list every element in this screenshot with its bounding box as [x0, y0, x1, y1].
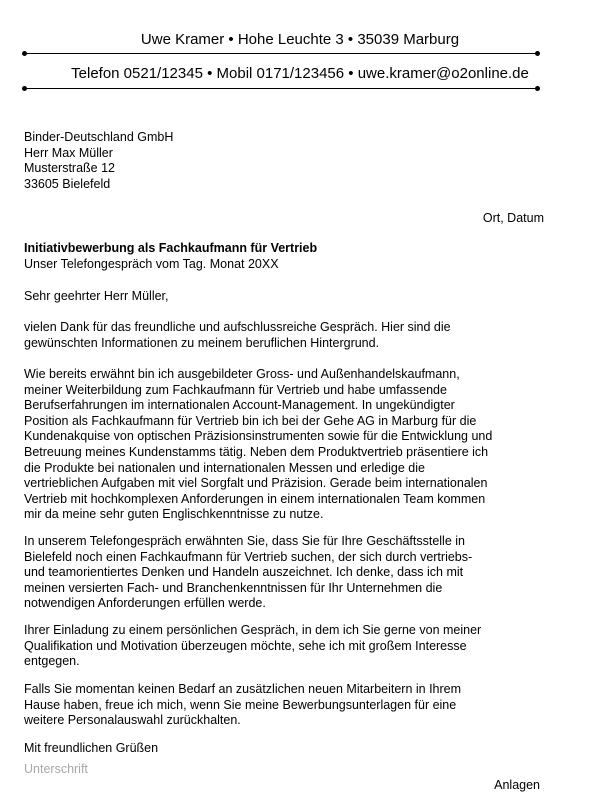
signature-placeholder: Unterschrift: [24, 762, 88, 776]
paragraph-line: Berufserfahrungen im internationalen Account-Management. In ungekündigter: [24, 398, 455, 413]
paragraph-line: gewünschten Informationen zu meinem beruflichen Hintergrund.: [24, 335, 380, 350]
header-rule-top: [24, 53, 538, 54]
subject-title: Initiativbewerbung als Fachkaufmann für Vertrieb: [24, 241, 318, 255]
recipient-person: Herr Max Müller: [24, 145, 113, 160]
recipient-city: 33605 Bielefeld: [24, 176, 111, 191]
sender-contact: Telefon 0521/12345 • Mobil 0171/123456 • uwe.kramer@o2online.de: [71, 65, 529, 82]
closing: Mit freundlichen Grüßen: [24, 741, 159, 755]
paragraph-1: [24, 320, 554, 351]
subject-reference: Unser Telefongespräch vom Tag. Monat 20XX: [24, 256, 279, 271]
paragraph-line: Ihrer Einladung zu einem persönlichen Gespräch, in dem ich Sie gerne von meiner: [24, 623, 482, 637]
paragraph-line: die Produkte bei nationalen und internationalen Messen und erledige die: [24, 460, 425, 475]
recipient-address: [24, 130, 554, 192]
paragraph-2: [24, 367, 554, 523]
paragraph-line: vertrieblichen Aufgaben mit viel Sorgfalt und Präzision. Gerade beim internationalen: [24, 476, 488, 491]
paragraph-line: weitere Personalauswahl zurückhalten.: [24, 713, 241, 728]
paragraph-line: Wie bereits erwähnt bin ich ausgebildeter Gross- und Außenhandelskaufmann,: [24, 367, 460, 381]
recipient-company: Binder-Deutschland GmbH: [24, 130, 174, 144]
paragraph-line: Position als Fachkaufmann für Vertrieb bin ich bei der Gehe AG in Marburg für die: [24, 413, 477, 428]
letter-date: Ort, Datum: [482, 211, 544, 225]
paragraph-line: Kundenakquise von optischen Präzisionsinstrumenten sowie für die Entwicklung und: [24, 429, 493, 444]
paragraph-line: Bielefeld noch einen Fachkaufmann für Vertrieb suchen, der sich durch vertriebs-: [24, 549, 473, 564]
header-rule-bottom: [24, 88, 538, 89]
paragraph-line: Vertrieb mit hochkomplexen Anforderungen in einem internationalen Team kommen: [24, 491, 486, 506]
paragraph-line: In unserem Telefongespräch erwähnten Sie, dass Sie für Ihre Geschäftsstelle in: [24, 534, 465, 548]
paragraph-line: Falls Sie momentan keinen Bedarf an zusätzlichen neuen Mitarbeitern in Ihrem: [24, 682, 462, 696]
sender-name-address: Uwe Kramer • Hohe Leuchte 3 • 35039 Marburg: [140, 31, 460, 48]
paragraph-line: mir da meine sehr guten Englischkenntnisse zu nutze.: [24, 507, 324, 522]
paragraph-line: Betreuung meines Kundenstamms tätig. Neben dem Produktvertrieb präsentiere ich: [24, 444, 489, 459]
paragraph-4: [24, 623, 554, 670]
paragraph-3: [24, 534, 554, 612]
paragraph-5: [24, 682, 554, 729]
paragraph-line: notwendigen Anforderungen erfüllen werde.: [24, 596, 266, 611]
paragraph-line: meinen versierten Fach- und Branchenkenntnissen für Ihr Unternehmen die: [24, 580, 443, 595]
paragraph-line: entgegen.: [24, 654, 80, 669]
salutation: Sehr geehrter Herr Müller,: [24, 289, 169, 303]
paragraph-line: Hause haben, freue ich mich, wenn Sie meine Bewerbungsunterlagen für eine: [24, 697, 457, 712]
paragraph-line: Qualifikation und Motivation überzeugen möchte, sehe ich mit großem Interesse: [24, 638, 467, 653]
recipient-street: Musterstraße 12: [24, 161, 116, 176]
paragraph-line: meiner Weiterbildung zum Fachkaufmann für Vertrieb und habe umfassende: [24, 382, 447, 397]
attachments-label: Anlagen: [494, 778, 540, 792]
paragraph-line: und teamorientiertes Denken und Handeln auszeichnet. Ich denke, dass ich mit: [24, 565, 464, 580]
subject-block: [24, 241, 554, 272]
paragraph-line: vielen Dank für das freundliche und aufschlussreiche Gespräch. Hier sind die: [24, 320, 451, 334]
